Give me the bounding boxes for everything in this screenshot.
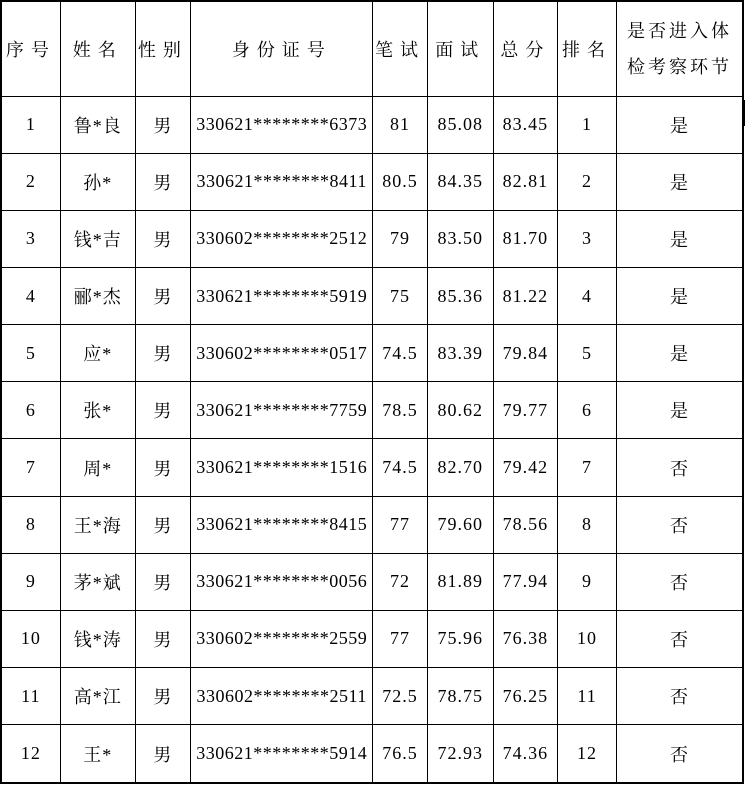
header-row (1, 1, 743, 96)
cell-rank: 1 (557, 96, 616, 153)
cell-id_number: 330602********0517 (190, 325, 372, 382)
cell-written: 72 (373, 553, 427, 610)
cell-name: 高*江 (60, 668, 135, 725)
cell-id_number: 330621********8411 (190, 153, 372, 210)
cell-rank: 6 (557, 382, 616, 439)
edge-mark-artifact (742, 100, 745, 126)
cell-qualified: 是 (617, 382, 743, 439)
cell-rank: 12 (557, 725, 616, 783)
cell-written: 75 (373, 267, 427, 324)
cell-total: 81.70 (493, 210, 557, 267)
cell-written: 74.5 (373, 439, 427, 496)
cell-index: 3 (1, 210, 60, 267)
cell-name: 郦*杰 (60, 267, 135, 324)
cell-total: 79.84 (493, 325, 557, 382)
cell-index: 4 (1, 267, 60, 324)
cell-id_number: 330602********2511 (190, 668, 372, 725)
cell-rank: 9 (557, 553, 616, 610)
cell-interview: 85.08 (427, 96, 493, 153)
cell-total: 78.56 (493, 496, 557, 553)
cell-name: 王*海 (60, 496, 135, 553)
table-row (1, 610, 743, 667)
column-header-rank: 排名 (557, 1, 616, 96)
cell-qualified: 否 (617, 496, 743, 553)
cell-gender: 男 (135, 267, 190, 324)
cell-rank: 5 (557, 325, 616, 382)
cell-rank: 3 (557, 210, 616, 267)
cell-index: 2 (1, 153, 60, 210)
cell-name: 周* (60, 439, 135, 496)
cell-name: 钱*涛 (60, 610, 135, 667)
cell-total: 76.38 (493, 610, 557, 667)
cell-total: 82.81 (493, 153, 557, 210)
column-header-written: 笔试 (373, 1, 427, 96)
column-header-gender: 性别 (135, 1, 190, 96)
table-row (1, 668, 743, 725)
cell-interview: 83.39 (427, 325, 493, 382)
table-row (1, 496, 743, 553)
cell-written: 80.5 (373, 153, 427, 210)
cell-index: 6 (1, 382, 60, 439)
cell-interview: 78.75 (427, 668, 493, 725)
cell-qualified: 是 (617, 325, 743, 382)
cell-total: 79.77 (493, 382, 557, 439)
cell-id_number: 330621********8415 (190, 496, 372, 553)
cell-name: 鲁*良 (60, 96, 135, 153)
cell-interview: 75.96 (427, 610, 493, 667)
table-row (1, 725, 743, 783)
cell-gender: 男 (135, 382, 190, 439)
cell-name: 钱*吉 (60, 210, 135, 267)
cell-rank: 2 (557, 153, 616, 210)
table-row (1, 267, 743, 324)
cell-written: 74.5 (373, 325, 427, 382)
cell-interview: 80.62 (427, 382, 493, 439)
cell-qualified: 否 (617, 725, 743, 783)
cell-index: 1 (1, 96, 60, 153)
cell-written: 79 (373, 210, 427, 267)
cell-written: 81 (373, 96, 427, 153)
cell-interview: 84.35 (427, 153, 493, 210)
cell-id_number: 330621********1516 (190, 439, 372, 496)
cell-id_number: 330621********6373 (190, 96, 372, 153)
cell-index: 10 (1, 610, 60, 667)
cell-written: 72.5 (373, 668, 427, 725)
cell-qualified: 否 (617, 668, 743, 725)
cell-gender: 男 (135, 96, 190, 153)
cell-rank: 7 (557, 439, 616, 496)
cell-qualified: 是 (617, 267, 743, 324)
cell-name: 应* (60, 325, 135, 382)
cell-id_number: 330602********2559 (190, 610, 372, 667)
cell-id_number: 330602********2512 (190, 210, 372, 267)
column-header-interview: 面试 (427, 1, 493, 96)
cell-qualified: 否 (617, 553, 743, 610)
column-header-index: 序号 (1, 1, 60, 96)
cell-rank: 8 (557, 496, 616, 553)
cell-written: 77 (373, 610, 427, 667)
cell-gender: 男 (135, 210, 190, 267)
cell-written: 78.5 (373, 382, 427, 439)
table-row (1, 96, 743, 153)
cell-name: 王* (60, 725, 135, 783)
cell-written: 76.5 (373, 725, 427, 783)
cell-id_number: 330621********5919 (190, 267, 372, 324)
cell-index: 11 (1, 668, 60, 725)
table-row (1, 325, 743, 382)
cell-gender: 男 (135, 610, 190, 667)
cell-gender: 男 (135, 668, 190, 725)
cell-index: 12 (1, 725, 60, 783)
cell-written: 77 (373, 496, 427, 553)
cell-gender: 男 (135, 553, 190, 610)
cell-interview: 81.89 (427, 553, 493, 610)
column-header-name: 姓名 (60, 1, 135, 96)
cell-id_number: 330621********0056 (190, 553, 372, 610)
cell-total: 77.94 (493, 553, 557, 610)
cell-qualified: 否 (617, 439, 743, 496)
cell-index: 8 (1, 496, 60, 553)
cell-rank: 11 (557, 668, 616, 725)
cell-qualified: 否 (617, 610, 743, 667)
cell-total: 83.45 (493, 96, 557, 153)
cell-gender: 男 (135, 725, 190, 783)
cell-rank: 4 (557, 267, 616, 324)
cell-total: 81.22 (493, 267, 557, 324)
cell-gender: 男 (135, 496, 190, 553)
cell-interview: 72.93 (427, 725, 493, 783)
cell-gender: 男 (135, 153, 190, 210)
table-row (1, 553, 743, 610)
cell-name: 张* (60, 382, 135, 439)
cell-name: 茅*斌 (60, 553, 135, 610)
cell-interview: 82.70 (427, 439, 493, 496)
column-header-total: 总分 (493, 1, 557, 96)
cell-interview: 79.60 (427, 496, 493, 553)
cell-total: 74.36 (493, 725, 557, 783)
cell-id_number: 330621********7759 (190, 382, 372, 439)
cell-total: 79.42 (493, 439, 557, 496)
table-row (1, 153, 743, 210)
column-header-qualified (617, 1, 743, 96)
column-header-label: 是否进入体检考察环节 (627, 20, 733, 77)
table-row (1, 382, 743, 439)
table-row (1, 439, 743, 496)
cell-total: 76.25 (493, 668, 557, 725)
cell-interview: 83.50 (427, 210, 493, 267)
cell-index: 9 (1, 553, 60, 610)
column-header-id_number: 身份证号 (190, 1, 372, 96)
cell-gender: 男 (135, 325, 190, 382)
cell-id_number: 330621********5914 (190, 725, 372, 783)
cell-qualified: 是 (617, 210, 743, 267)
cell-interview: 85.36 (427, 267, 493, 324)
cell-qualified: 是 (617, 96, 743, 153)
table-row (1, 210, 743, 267)
cell-gender: 男 (135, 439, 190, 496)
cell-index: 7 (1, 439, 60, 496)
cell-qualified: 是 (617, 153, 743, 210)
cell-name: 孙* (60, 153, 135, 210)
cell-index: 5 (1, 325, 60, 382)
cell-rank: 10 (557, 610, 616, 667)
